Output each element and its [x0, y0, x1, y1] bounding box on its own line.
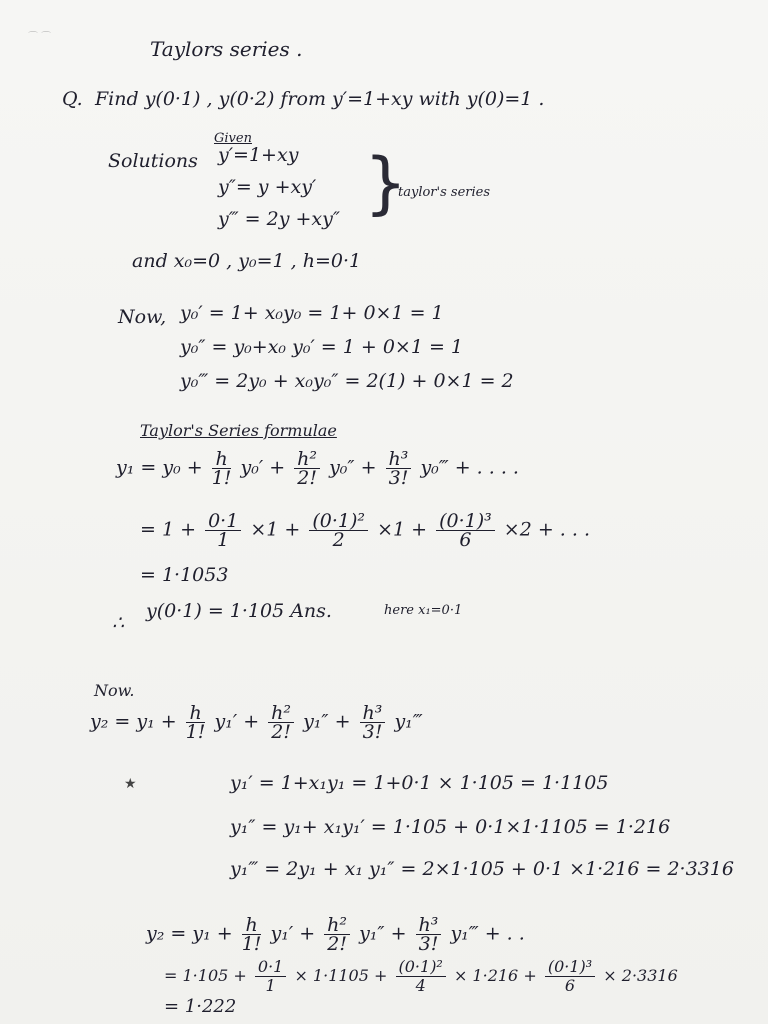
- taylor-substitution-y1: = 1 + $\frac{0\cdot 1}{1}$ ×1 + $\frac{\text{(0·1)²}}{2}$ ×1 + $\frac{\text{(0·1)³}}{6}$ ×2 + . . .: [140, 510, 591, 551]
- given-note: Given: [214, 131, 252, 146]
- solution-label: Solutions: [108, 150, 198, 172]
- now-label-1: Now,: [118, 306, 167, 328]
- substitution-y2: = 1·105 + $\frac{0\cdot 1}{1}$ × 1·1105 + $\frac{\text{(0·1)²}}{4}$ × 1·216 + $\frac{\text{(0·1)³}}{6}$ × 2·3316: [164, 957, 678, 995]
- taylor-formula-y1: y₁ = y₀ + $\frac{h}{1!}$ y₀′ + $\frac{\text{h²}}{2!}$ y₀″ + $\frac{\text{h³}}{3!}$ y₀‴ + . . . .: [116, 448, 519, 489]
- formula-heading: Taylor's Series formulae: [140, 421, 337, 440]
- question-text: Find y(0·1) , y(0·2) from y′=1+xy with y(0)=1 .: [95, 88, 545, 110]
- now2-line-2: y₁″ = y₁+ x₁y₁′ = 1·105 + 0·1×1·1105 = 1·216: [230, 816, 671, 838]
- answer-y-0.1: y(0·1) = 1·105 Ans.: [146, 600, 332, 622]
- lhs: y₁ = y₀ +: [116, 456, 203, 479]
- derivative-line-3: y‴ = 2y +xy″: [218, 208, 340, 230]
- fraction-h3: $\frac{\text{h³}}{3!}$: [386, 450, 412, 487]
- x1-note: here x₁=0·1: [384, 603, 463, 618]
- result-y1: = 1·1053: [140, 564, 229, 586]
- fraction-0.1-cube: $\frac{\text{(0·1)³}}{6}$: [436, 512, 495, 549]
- now1-line-2: y₀″ = y₀+x₀ y₀′ = 1 + 0×1 = 1: [180, 336, 464, 358]
- result-y2: = 1·222: [164, 996, 237, 1017]
- pencil-mark: ⌒ ⌒: [28, 32, 52, 43]
- now2-line-3: y₁‴ = 2y₁ + x₁ y₁″ = 2×1·105 + 0·1 ×1·216 = 2·3316: [230, 858, 734, 880]
- star-mark: ★: [124, 776, 137, 792]
- derivative-line-2: y″= y +xy′: [218, 176, 317, 198]
- taylor-formula-y2-final: y₂ = y₁ + $\frac{h}{1!}$ y₁′ + $\frac{\text{h²}}{2!}$ y₁″ + $\frac{\text{h³}}{3!}$ y₁‴ + . .: [146, 914, 525, 955]
- fraction-h: $\frac{h}{1!}$: [211, 448, 232, 489]
- now1-line-3: y₀‴ = 2y₀ + x₀y₀″ = 2(1) + 0×1 = 2: [180, 370, 514, 392]
- curly-brace: }: [364, 144, 408, 223]
- question-label: Q.: [62, 88, 83, 110]
- taylor-formula-y2: y₂ = y₁ + $\frac{h}{1!}$ y₁′ + $\frac{\text{h²}}{2!}$ y₁″ + $\frac{\text{h³}}{3!}$ y₁‴: [90, 702, 423, 743]
- fraction-0.1: $\frac{0\cdot 1}{1}$: [205, 512, 241, 549]
- now1-line-1: y₀′ = 1+ x₀y₀ = 1+ 0×1 = 1: [180, 302, 444, 324]
- fraction-h2: $\frac{\text{h²}}{2!}$: [294, 450, 320, 487]
- initial-conditions: and x₀=0 , y₀=1 , h=0·1: [132, 250, 362, 272]
- brace-label: taylor's series: [398, 185, 490, 200]
- now-label-2: Now.: [94, 681, 135, 700]
- therefore-symbol: ∴: [112, 612, 125, 634]
- page-title: Taylors series .: [150, 37, 303, 61]
- now2-line-1: y₁′ = 1+x₁y₁ = 1+0·1 × 1·105 = 1·1105: [230, 772, 609, 794]
- fraction-0.1-sq: $\frac{\text{(0·1)²}}{2}$: [309, 512, 368, 549]
- derivative-line-1: y′=1+xy: [218, 144, 299, 166]
